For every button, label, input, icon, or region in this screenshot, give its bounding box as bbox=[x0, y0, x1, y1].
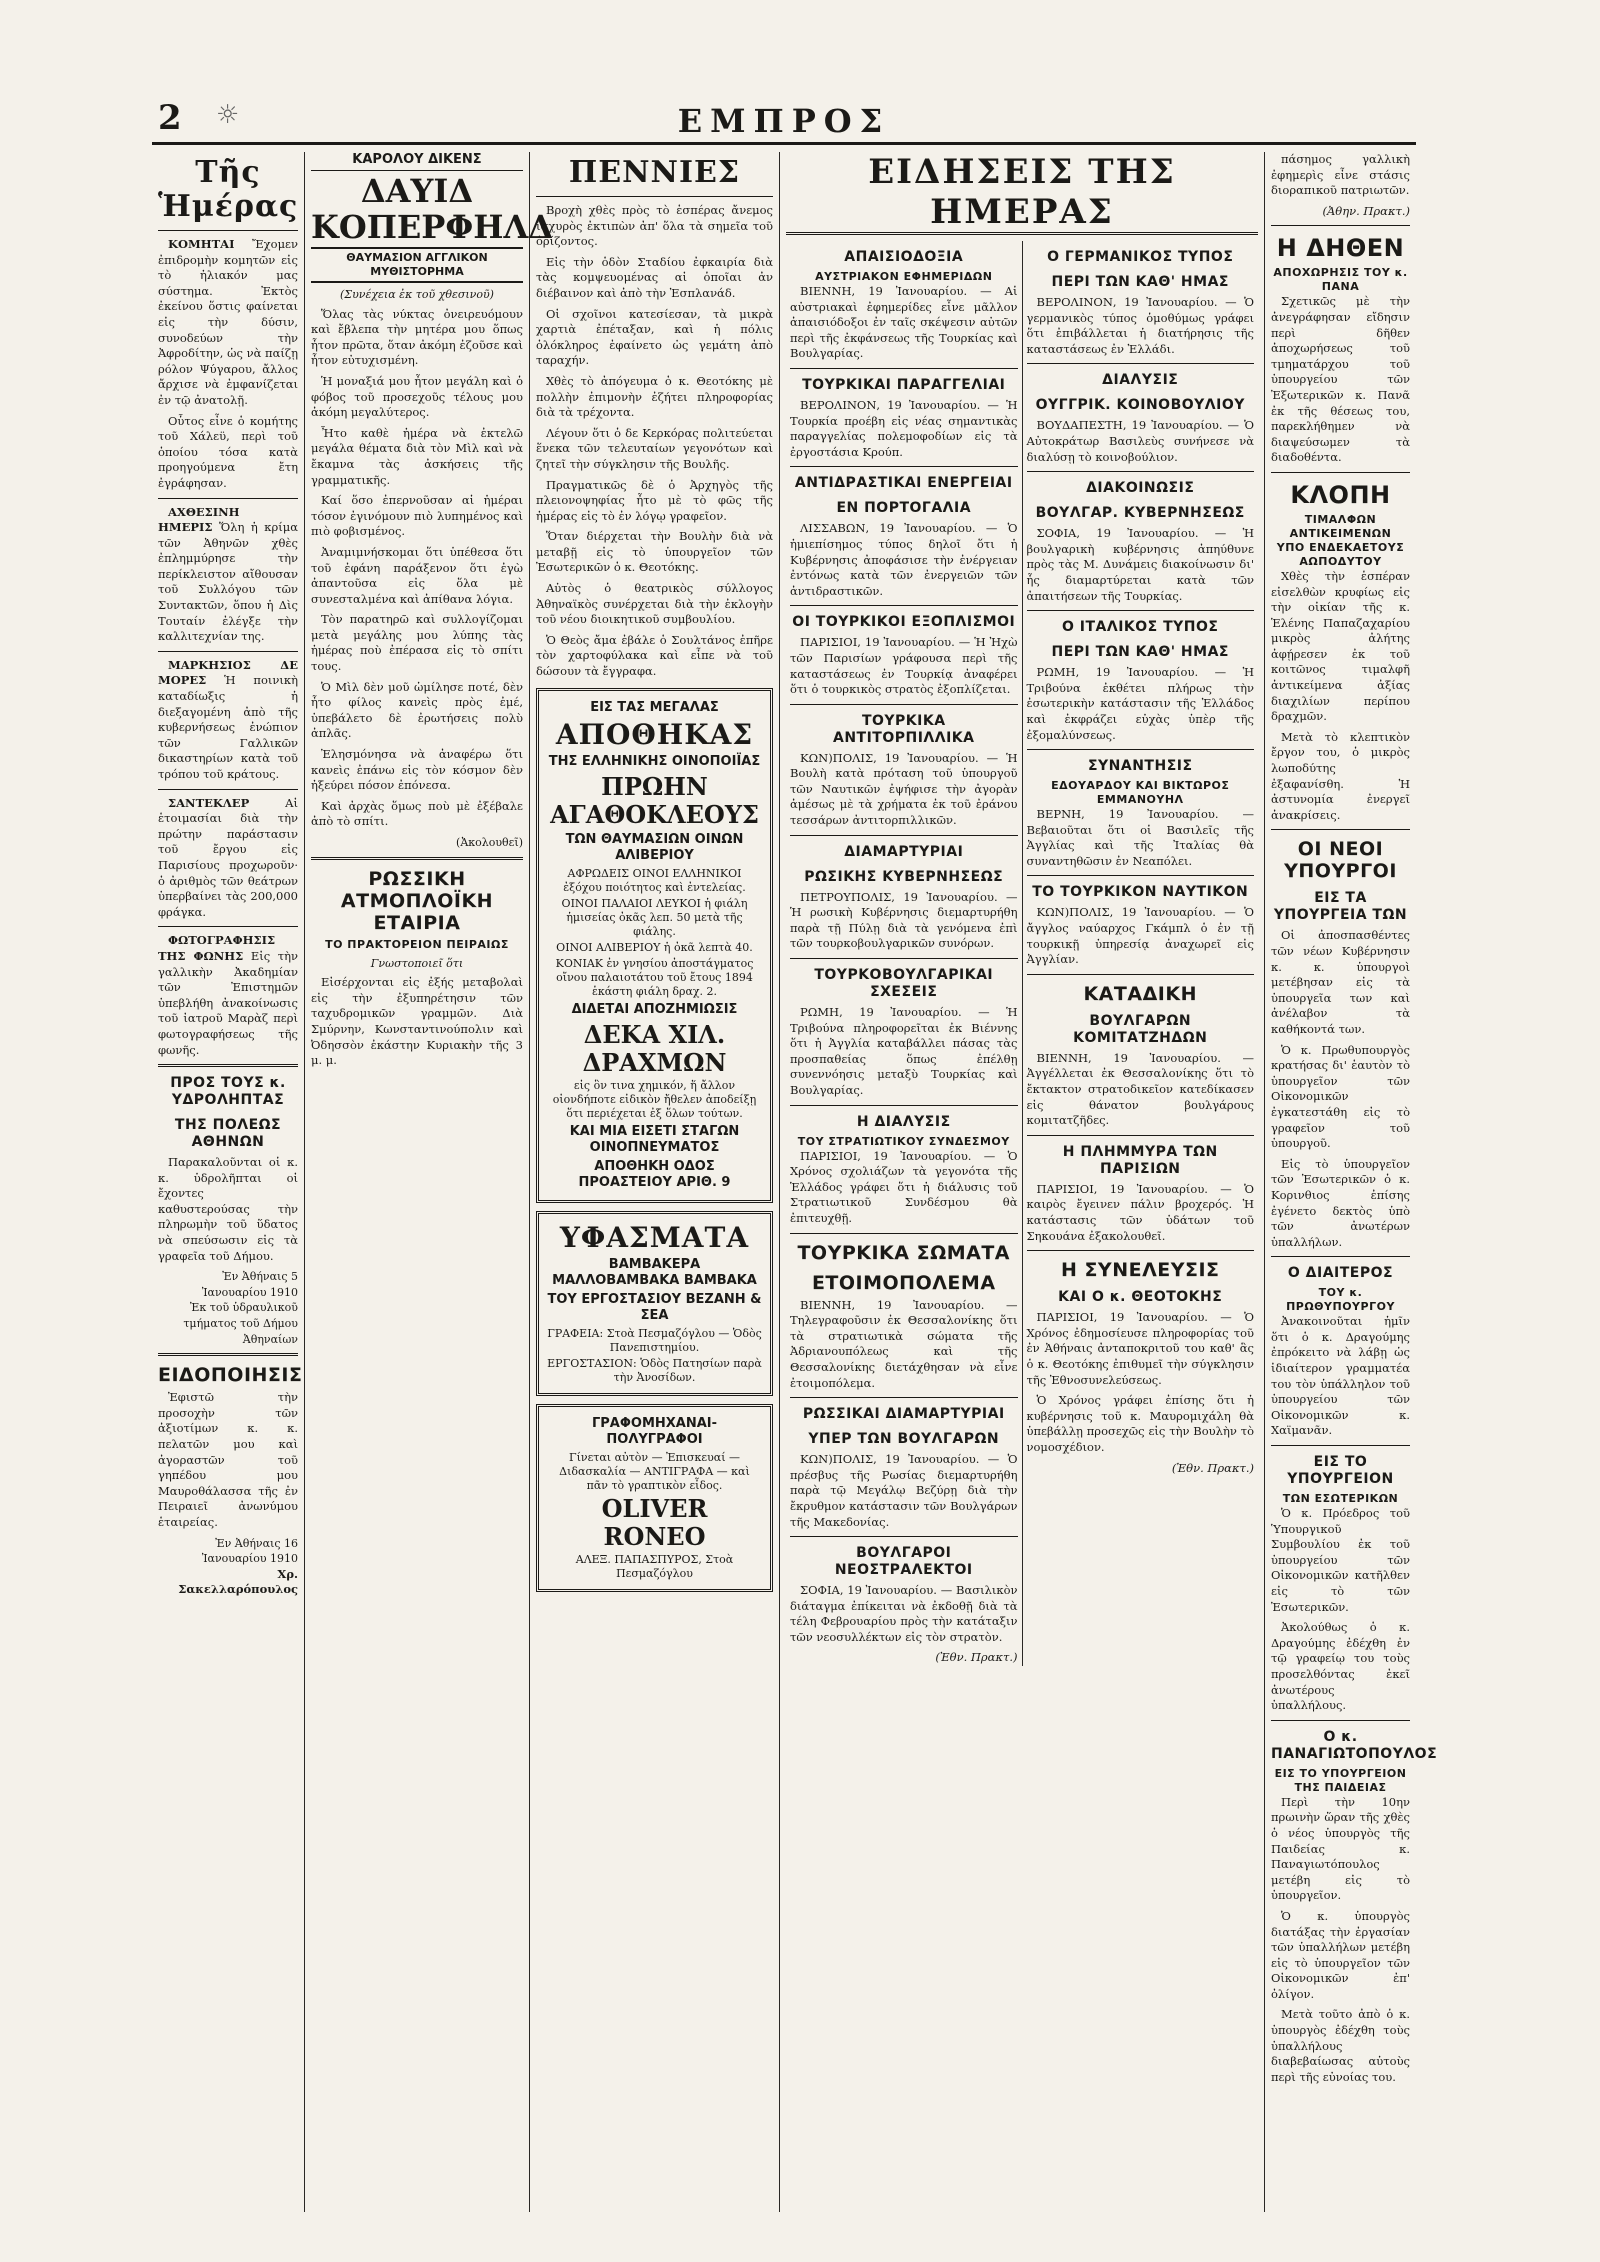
news-subheadline: ΤΟΥ ΣΤΡΑΤΙΩΤΙΚΟΥ ΣΥΝΔΕΣΜΟΥ bbox=[797, 1134, 1010, 1148]
wine-advertisement: ΕΙΣ ΤΑΣ ΜΕΓΑΛΑΣ ΑΠΟΘΗΚΑΣ ΤΗΣ ΕΛΛΗΝΙΚΗΣ ΟΙΝΟΠΟΙΪΑΣ ΠΡΩΗΝ ΑΓΑΘΟΚΛΕΟΥΣ ΤΩΝ ΘΑΥΜΑΣΙΩΝ ΟΙΝΩΝ ΑΛΙΒΕΡΙΟΥ ΑΦΡΩΔΕΙΣ ΟΙΝΟΙ ΕΛΛΗΝΙΚΟΙ ἐξόχου ποιότητος καὶ ἐντελείας. ΟΙΝΟΙ ΠΑΛΑΙΟΙ ΛΕΥΚΟΙ ἡ φιάλη ἡμισείας ὀκᾶς λεπ. 50 μετὰ τῆς φιάλης. ΟΙΝΟΙ ΑΛΙΒΕΡΙΟΥ ἡ ὀκᾶ λεπτὰ 40. ΚΟΝΙΑΚ ἐν γνησίου ἀποστάγματος οἴνου παλαιοτάτου τοῦ ἔτους 1894 ἑκάστη φιάλη δραχ. 2. ΔΙΔΕΤΑΙ ΑΠΟΖΗΜΙΩΣΙΣ ΔΕΚΑ ΧΙΛ. ΔΡΑΧΜΩΝ εἰς ὃν τινα χημικόν, ἥ ἄλλον οἱονδήποτε εἰδικὸν ἤθελεν ἀποδείξῃ ὅτι περιέχεται ἐξ ὅλων τούτων. ΚΑΙ ΜΙΑ ΕΙΣΕΤΙ ΣΤΑΓΩΝ ΟΙΝΟΠΝΕΥΜΑΤΟΣ ΑΠΟΘΗΚΗ ΟΔΟΣ ΠΡΟΑΣΤΕΙΟΥ ΑΡΙΘ. 9 bbox=[536, 688, 773, 1203]
column-3 bbox=[529, 152, 779, 2212]
news-headline: ΑΝΤΙΔΡΑΣΤΙΚΑΙ ΕΝΕΡΓΕΙΑΙ bbox=[794, 475, 1013, 492]
article-fotografisis: ΦΩΤΟΓΡΑΦΗΣΙΣ ΤΗΣ ΦΩΝΗΣ Εἰς τὴν γαλλικὴν Ἀκαδημίαν τῶν Ἐπιστημῶν ὑπεβλήθη ἀνακοίνωσις τοῦ ἰατροῦ Μαρὰζ περὶ φωτογραφήσεως τῆς φωνῆς. bbox=[158, 933, 298, 1057]
news-item: ΚΩΝ)ΠΟΛΙΣ, 19 Ἰανουαρίου. — Ἡ Βουλὴ κατὰ πρόταση τοῦ ὑπουργοῦ τῶν Ναυτικῶν ἐψήφισε τὴν ἀγορὰν ἀμέσως μὲ τὰ χρήματα ἐκ τοῦ ἐράνου τεσσάρων ἀντιτορπιλλικῶν. bbox=[790, 750, 1018, 828]
news-item: Ὁ κ. Πρόεδρος τοῦ Ὑπουργικοῦ Συμβουλίου ἐκ τοῦ ὑπουργείου τῶν Οἰκονομικῶν κατῆλθεν εἰς τὸ τῶν Ἐσωτερικῶν. bbox=[1271, 1506, 1410, 1614]
news-item: Μετὰ τὸ κλεπτικὸν ἔργον του, ὁ μικρὸς λωποδύτης ἐξαφανίσθη. Ἡ ἀστυνομία ἐνεργεῖ ἀνακρίσεις. bbox=[1271, 729, 1410, 822]
article-source: (Ἀθην. Πρακτ.) bbox=[1322, 203, 1410, 218]
divider bbox=[790, 704, 1018, 705]
news-subheadline: ΠΕΡΙ ΤΩΝ ΚΑΘ' ΗΜΑΣ bbox=[1051, 644, 1229, 661]
divider bbox=[790, 466, 1018, 467]
news-headline: ΤΟ ΤΟΥΡΚΙΚΟΝ ΝΑΥΤΙΚΟΝ bbox=[1032, 884, 1249, 901]
news-subheadline: ΤΩΝ ΕΣΩΤΕΡΙΚΩΝ bbox=[1282, 1492, 1399, 1506]
serial-paragraph: Ὁ Μὶλ δὲν μοῦ ὡμίλησε ποτέ, δὲν ἦτο φίλος κανεὶς πρὸς ἐμέ, ὑπεβάλετο δὲ ἐρωτήσεις πολὺ ἀπλᾶς. bbox=[311, 679, 523, 741]
divider bbox=[790, 835, 1018, 836]
divider bbox=[1027, 875, 1255, 876]
divider bbox=[1271, 1256, 1410, 1257]
announcement-date: Ἐν Ἀθήναις 16 Ἰανουαρίου 1910 bbox=[201, 1536, 298, 1566]
news-subheadline: ΥΠΟ ΕΝΔΕΚΑΕΤΟΥΣ ΑΩΠΟΔΥΤΟΥ bbox=[1276, 540, 1405, 568]
divider bbox=[158, 1064, 298, 1067]
column-1 bbox=[152, 152, 304, 2212]
article-komitai: ΚΟΜΗΤΑΙ Ἔχομεν ἐπιδρομὴν κομητῶν εἰς τὸ ἡλιακόν μας σύστημα. Ἐκτὸς ἐκείνου ὅστις φαίνεται εἰς τὴν δύσιν, συνοδεύων τὴν Ἀφροδίτην, ὡς νὰ παίζῃ ρόλον Ψύγαρου, ἄλλος ἄρχισε νὰ ἐμφανίζεται ἐν τῷ ἀνατολῇ. bbox=[158, 237, 298, 407]
news-subheadline: ΕΤΟΙΜΟΠΟΛΕΜΑ bbox=[811, 1271, 996, 1294]
news-heading: ΕΙΔΗΣΕΙΣ ΤΗΣ ΗΜΕΡΑΣ bbox=[786, 152, 1258, 235]
news-subheadline: ΕΙΣ ΤΟ ΥΠΟΥΡΓΕΙΟΝ bbox=[1274, 1766, 1407, 1780]
news-headline: ΑΠΑΙΣΙΟΔΟΞΙΑ bbox=[844, 249, 964, 265]
divider bbox=[158, 230, 298, 231]
divider bbox=[790, 1233, 1018, 1234]
company-note: Γνωστοποιεῖ ὅτι bbox=[370, 956, 464, 970]
divider bbox=[790, 368, 1018, 369]
pennies-paragraph: Οἱ σχοῖνοι κατεσίεσαν, τὰ μικρὰ χαρτιὰ ἐπέταξαν, καὶ ἡ πόλις ὁλόκληρος ἐφαίνετο ὡς γεμάτη ἀπὸ ταραχήν. bbox=[536, 306, 773, 368]
announcement-heading: ΕΙΔΟΠΟΙΗΣΙΣ bbox=[158, 1364, 303, 1387]
serial-paragraph: Ἡ μοναξιά μου ἦτον μεγάλη καὶ ὁ φόβος τοῦ προσεχοῦς τέλους μου ἀκόμη μεγαλύτερος. bbox=[311, 373, 523, 420]
divider bbox=[1271, 829, 1410, 830]
news-headline: ΤΟΥΡΚΙΚΑ ΣΩΜΑΤΑ bbox=[797, 1241, 1011, 1264]
serial-paragraph: Ἦτο καθὲ ἡμέρα νὰ ἐκτελῶ μεγάλα θέματα διὰ τὸν Μὶλ καὶ νὰ ἔκαμνα τὰς ἀσκήσεις τῆς γραμματικῆς. bbox=[311, 425, 523, 487]
news-item: ΠΑΡΙΣΙΟΙ, 19 Ἰανουαρίου. — Ὁ καιρὸς ἔγεινεν πάλιν βροχερός. Ἡ κατάστασις τῶν ὑδάτων τοῦ Σηκουάνα ἐξακολουθεῖ. bbox=[1026, 1181, 1254, 1243]
newspaper-title: ΕΜΠΡΟΣ bbox=[677, 102, 891, 140]
news-subcolumn-left bbox=[786, 241, 1022, 1666]
pennies-paragraph: Πραγματικῶς δὲ ὁ Ἀρχηγὸς τῆς πλειονοψηφίας ἦτο μὲ τὸ φῶς τῆς ἡμέρας εἰς τὸ ἐν λόγῳ γραφεῖον. bbox=[536, 477, 773, 523]
divider bbox=[158, 926, 298, 927]
news-source: (Ἐθν. Πρακτ.) bbox=[935, 1650, 1018, 1665]
divider bbox=[1027, 1135, 1255, 1136]
typewriter-advertisement: ΓΡΑΦΟΜΗΧΑΝΑΙ-ΠΟΛΥΓΡΑΦΟΙ Γίνεται αὐτὸν — Ἐπισκευαί — Διδασκαλία — ΑΝΤΙΓΡΑΦΑ — καὶ πᾶν τὸ γραπτικὸν εἶδος. OLIVER RONEO ΑΛΕΞ. ΠΑΠΑΣΠΥΡΟΣ, Στοὰ Πεσμαζόγλου bbox=[536, 1404, 773, 1592]
news-subheadline: ΠΕΡΙ ΤΩΝ ΚΑΘ' ΗΜΑΣ bbox=[1051, 274, 1229, 290]
serial-paragraph: Ἐλησμόνησα νὰ ἀναφέρω ὅτι κανεὶς ἐπάνω εἰς τὸν κόσμον δὲν ἠξεύρει πόσον ἐπόνεσα. bbox=[311, 747, 523, 793]
news-item: ΒΙΕΝΝΗ, 19 Ἰανουαρίου. — Αἱ αὐστριακαὶ ἐφημερίδες εἶνε μᾶλλον ἀπαισιόδοξοι ἐν ταῖς σκέψεσιν αὐτῶν περὶ τῆς ἐκφάνσεως τῆς Τουρκίας καὶ Βουλγαρίας. bbox=[790, 284, 1018, 361]
news-item: Ἀκολούθως ὁ κ. Δραγούμης ἐδέχθη ἐν τῷ γραφείῳ του τοὺς προσελθόντας ἐκεῖ ἀνωτέρους ὑπαλλήλους. bbox=[1271, 1620, 1410, 1713]
company-body: Εἰσέρχονται εἰς ἐξής μεταβολαὶ εἰς τὴν ἐξυπηρέτησιν τῶν ταχυδρομικῶν γραμμῶν. Διὰ Σμύρνην, Κωνσταντινούπολιν καὶ Ὀδησσὸν ἐκάστην Κυριακὴν τῆς 3 μ. μ. bbox=[311, 975, 523, 1068]
news-item: ΠΑΡΙΣΙΟΙ, 19 Ἰανουαρίου. — Ὁ Χρόνος σχολιάζων τὰ γεγονότα τῆς Ἑλλάδος γράφει ὅτι ἡ διάλυσις τοῦ Στρατιωτικοῦ Συνδέσμου θὰ ἐπιτευχθῇ. bbox=[790, 1148, 1018, 1225]
pennies-paragraph: Ὁ Θεὸς ἄμα ἐβάλε ὁ Σουλτάνος ἐπῆρε τὸν χαρτοφύλακα καὶ εἶπε νὰ τοῦ δώσουν τὰ ἔγγραφα. bbox=[536, 632, 773, 679]
article-komitai-cont: Οὗτος εἶνε ὁ κομήτης τοῦ Χάλεϋ, περὶ τοῦ ὁποίου τόσα κατὰ προηγούμενα ἔτη ἐγράφησαν. bbox=[158, 413, 298, 490]
divider bbox=[158, 789, 298, 790]
divider bbox=[790, 605, 1018, 606]
news-subheadline: ΟΥΓΓΡΙΚ. ΚΟΙΝΟΒΟΥΛΙΟΥ bbox=[1035, 397, 1245, 414]
divider bbox=[158, 498, 298, 499]
news-headline: ΤΟΥΡΚΙΚΑ ΑΝΤΙΤΟΡΠΙΛΛΙΚΑ bbox=[832, 712, 975, 746]
notice-heading-2: ΤΗΣ ΠΟΛΕΩΣ ΑΘΗΝΩΝ bbox=[174, 1117, 282, 1151]
news-item: Εἰς τὸ ὑπουργεῖον τῶν Ἐσωτερικῶν ὁ κ. Κορινθιος ἐπίσης ἐγένετο δεκτὸς ὑπὸ τῶν ἀνωτέρων ὑπαλλήλων. bbox=[1271, 1156, 1410, 1249]
news-subheadline: ΕΔΟΥΑΡΔΟΥ ΚΑΙ ΒΙΚΤΩΡΟΣ ΕΜΜΑΝΟΥΗΛ bbox=[1051, 779, 1230, 807]
serial-paragraph: Ὅλας τὰς νύκτας ὀνειρευόμουν καὶ ἔβλεπα τὴν μητέρα μου ὅπως ἦτον πρῶτα, ὅταν ἀκόμη ἐζοῦσε καὶ ἦτον εὐτυχισμένη. bbox=[311, 306, 523, 368]
news-item: ΒΕΡΟΛΙΝΟΝ, 19 Ἰανουαρίου. — Ἡ Τουρκία προέβη εἰς νέας σημαντικὰς παραγγελίας πολεμοφοδίων εἰς τὰ ἐργοστάσια Κρούπ. bbox=[790, 397, 1018, 459]
news-headline: ΟΙ ΤΟΥΡΚΙΚΟΙ ΕΞΟΠΛΙΣΜΟΙ bbox=[792, 614, 1016, 631]
pennies-paragraph: Ὅταν διέρχεται τὴν Βουλὴν διὰ νὰ μεταβῇ εἰς τὸ ὑπουργεῖον τῶν Ἐσωτερικῶν ὁ κ. Θεοτόκης. bbox=[536, 529, 773, 575]
news-headline: ΣΥΝΑΝΤΗΣΙΣ bbox=[1087, 758, 1193, 775]
news-subheadline: ΕΝ ΠΟΡΤΟΓΑΛΙΑ bbox=[836, 500, 972, 517]
serial-paragraph: Τὸν παρατηρῶ καὶ συλλογίζομαι μετὰ μεγάλης μου λύπης τὰς ἡμέρας ποὺ ἐπέρασα εἰς τὸ σπίτι τους. bbox=[311, 612, 523, 674]
serial-paragraph: Καὶ ἀρχὰς ὅμως ποὺ μὲ ἐξέβαλε ἀπὸ τὸ σπίτι. bbox=[311, 798, 523, 829]
masthead-ornament: ☼ bbox=[216, 100, 240, 130]
announcement-body: Ἐφιστῶ τὴν προσοχὴν τῶν ἀξιοτίμων κ. κ. πελατῶν μου καὶ ἀγοραστῶν τοῦ γηπέδου μου Μαυροθάλασσα τῆς ἐν Πειραιεῖ ἀνωνύμου ἑταιρείας. bbox=[158, 1390, 298, 1529]
divider bbox=[158, 1353, 298, 1356]
divider bbox=[158, 651, 298, 652]
news-subcolumns bbox=[786, 241, 1258, 1666]
news-headline: Η ΠΛΗΜΜΥΡΑ ΤΩΝ ΠΑΡΙΣΙΩΝ bbox=[1062, 1143, 1218, 1177]
divider bbox=[536, 196, 773, 197]
pennies-paragraph: Χθὲς τὸ ἀπόγευμα ὁ κ. Θεοτόκης μὲ πολλὴν ἐπιμονὴν ἐζήτει πληροφορίας διὰ τὰ τρέχοντα. bbox=[536, 373, 773, 420]
divider bbox=[790, 1105, 1018, 1106]
news-item: Χθὲς τὴν ἑσπέραν εἰσελθὼν κρυφίως εἰς τὴν οἰκίαν τῆς κ. Ἑλένης Παπαζαχαρίου μικρὸς ἀλήτης ἀφῄρεσεν ἐκ τοῦ κοιτῶνος τιμαλφῆ ἀντικείμενα ἀξίας διαχιλίων περίπου δραχμῶν. bbox=[1271, 568, 1410, 724]
serial-paragraph: Ἀναμιμνήσκομαι ὅτι ὑπέθεσα ὅτι τοῦ ἐφάνη παράξενον ὅτι ἐγὼ ἀπαντοῦσα εἰς ὅλα μὲ συνεσταλμένα καὶ ἀπίθανα λόγια. bbox=[311, 544, 523, 606]
news-item: Περὶ τὴν 10ην πρωινὴν ὥραν τῆς χθὲς ὁ νέος ὑπουργὸς τῆς Παιδείας κ. Παναγιωτόπουλος μετέβη εἰς τὸ ὑπουργεῖον. bbox=[1271, 1794, 1410, 1903]
notice-heading: ΠΡΟΣ ΤΟΥΣ κ. ΥΔΡΟΛΗΠΤΑΣ bbox=[170, 1075, 286, 1109]
news-subheadline: ΒΟΥΛΓΑΡΩΝ ΚΟΜΙΤΑΤΖΗΔΩΝ bbox=[1073, 1012, 1208, 1046]
news-headline: Η ΔΗΘΕΝ bbox=[1276, 234, 1405, 263]
serial-follows: (Ἀκολουθεῖ) bbox=[456, 836, 523, 849]
news-item: ΒΙΕΝΝΗ, 19 Ἰανουαρίου. — Τηλεγραφοῦσιν ἐκ Θεσσαλονίκης ὅτι τὰ στρατιωτικὰ σώματα τῆς Ἀδριανουπόλεως καὶ τῆς Θεσσαλονίκης διετάχθησαν νὰ εἶνε ἐτοιμοπόλεμα. bbox=[790, 1297, 1018, 1390]
news-item: ΣΟΦΙΑ, 19 Ἰανουαρίου. — Βασιλικὸν διάταγμα ἐπίκειται νὰ ἐκδοθῇ διὰ τὰ τέλη Φεβρουαρίου πρὸς τὴν κατάταξιν τῶν νεοσυλλέκτων εἰς τὸν στρατὸν. bbox=[790, 1583, 1018, 1644]
serial-continuation: (Συνέχεια ἐκ τοῦ χθεσινοῦ) bbox=[340, 288, 494, 301]
news-item: Μετὰ τοῦτο ἀπὸ ὁ κ. ὑπουργὸς ἐδέχθη τοὺς ὑπαλλήλους διαβεβαίωσας αὐτοὺς περὶ τῆς εὐνοίας του. bbox=[1271, 2007, 1410, 2084]
news-headline: Η ΔΙΑΛΥΣΙΣ bbox=[856, 1113, 951, 1130]
news-headline: ΡΩΣΣΙΚΑΙ ΔΙΑΜΑΡΤΥΡΙΑΙ bbox=[802, 1406, 1005, 1423]
divider bbox=[1027, 974, 1255, 975]
news-item: ΡΩΜΗ, 19 Ἰανουαρίου. — Ἡ Τριβούνα πληροφορεῖται ἐκ Βιέννης ὅτι ἡ Ἀγγλία καταβάλλει πάσας τὰς προσπαθείας ὅπως ἐπέλθῃ συνεννόησις μεταξὺ Τουρκίας καὶ Βουλγαρίας. bbox=[790, 1005, 1018, 1097]
pennies-paragraph: Βροχὴ χθὲς πρὸς τὸ ἑσπέρας ἄνεμος ἰσχυρὸς ἐκτιπὼν ἀπ' ὅλα τὰ σημεῖα τοῦ ὁρίζοντος. bbox=[536, 203, 773, 249]
news-item: ΠΑΡΙΣΙΟΙ, 19 Ἰανουαρίου. — Ὁ Χρόνος ἐδημοσίευσε πληροφορίας τοῦ ἐν Ἀθήναις ἀνταποκριτοῦ του καθ' ἃς ὁ κ. Θεοτόκης ἐπιθυμεῖ τὴν σύγκλησιν τῆς Ἐθνοσυνελεύσεως. bbox=[1026, 1310, 1254, 1387]
pennies-paragraph: Αὐτὸς ὁ θεατρικὸς σύλλογος Ἀθηναϊκὸς συνέρχεται διὰ τὴν ἐκλογὴν τοῦ νέου διοικητικοῦ συμβουλίου. bbox=[536, 581, 773, 627]
divider bbox=[1027, 471, 1255, 472]
page-number: 2 bbox=[158, 98, 182, 138]
divider bbox=[1271, 1720, 1410, 1721]
news-subheadline: ΤΗΣ ΠΑΙΔΕΙΑΣ bbox=[1294, 1780, 1387, 1794]
news-headline: Η ΣΥΝΕΛΕΥΣΙΣ bbox=[1060, 1259, 1220, 1282]
column-heading: Τῆς Ἡμέρας bbox=[158, 155, 299, 224]
notice-date: Ἐν Ἀθήναις 5 Ἰανουαρίου 1910 bbox=[201, 1270, 298, 1299]
news-headline: ΚΛΟΠΗ bbox=[1290, 480, 1391, 509]
news-headline: ΕΙΣ ΤΟ ΥΠΟΥΡΓΕΙΟΝ bbox=[1287, 1454, 1394, 1488]
notice-signature: Ἐκ τοῦ ὑδραυλικοῦ τμήματος τοῦ Δήμου Ἀθηναίων bbox=[183, 1301, 298, 1346]
article-santekler: ΣΑΝΤΕΚΛΕΡ Αἱ ἑτοιμασίαι διὰ τὴν πρώτην παράστασιν τοῦ ἔργου εἰς Παρισίους προχωροῦν· ὁ ἀριθμὸς τῶν θεάτρων ὑπερβαίνει τὰς 200,000 φράγκα. bbox=[158, 795, 298, 919]
divider bbox=[1027, 610, 1255, 611]
news-headline: Ο ΓΕΡΜΑΝΙΚΟΣ ΤΥΠΟΣ bbox=[1047, 249, 1234, 265]
divider bbox=[790, 958, 1018, 959]
news-headline: ΤΟΥΡΚΟΒΟΥΛΓΑΡΙΚΑΙ ΣΧΕΣΕΙΣ bbox=[814, 967, 994, 1001]
news-subheadline: ΑΥΣΤΡΙΑΚΟΝ ΕΦΗΜΕΡΙΔΩΝ bbox=[815, 270, 993, 283]
news-headline: ΔΙΑΛΥΣΙΣ bbox=[1102, 372, 1179, 389]
news-item: ΠΕΤΡΟΥΠΟΛΙΣ, 19 Ἰανουαρίου. — Ἡ ρωσικὴ Κυβέρνησις διεμαρτυρήθη παρὰ τῇ Πύλῃ διὰ τὰ γενόμενα ἐπὶ τῶν τουρκοβουλγαρικῶν συνόρων. bbox=[790, 889, 1018, 951]
news-subheadline: ΡΩΣΙΚΗΣ ΚΥΒΕΡΝΗΣΕΩΣ bbox=[804, 868, 1004, 885]
column-heading: ΠΕΝΝΙΕΣ bbox=[568, 155, 741, 190]
news-item: ΡΩΜΗ, 19 Ἰανουαρίου. — Ἡ Τριβούνα ἐκθέτει πλήρως τὴν ἐσωτερικὴν κατάστασιν τῆς Ἑλλάδος καὶ ἐκφράζει εὐχὰς ὑπὲρ τῆς ἐξομαλύνσεως. bbox=[1026, 665, 1254, 742]
news-source: (Ἐθν. Πρακτ.) bbox=[1171, 1460, 1254, 1475]
news-subheadline: ΥΠΕΡ ΤΩΝ ΒΟΥΛΓΑΡΩΝ bbox=[808, 1431, 1000, 1448]
divider bbox=[790, 1536, 1018, 1537]
divider bbox=[1271, 472, 1410, 473]
news-subcolumn-right bbox=[1022, 241, 1259, 1666]
divider bbox=[1027, 363, 1255, 364]
news-headline: ΔΙΑΜΑΡΤΥΡΙΑΙ bbox=[844, 843, 964, 860]
news-item: Ἀνακοινοῦται ἡμῖν ὅτι ὁ κ. Δραγούμης ἐπρόκειτο νὰ λάβῃ ὡς ἰδιαίτερον γραμματέα του τὸν ὑπάλληλον τοῦ ὑπουργείου τῶν Οἰκονομικῶν κ. Χαϊμανᾶν. bbox=[1271, 1314, 1410, 1438]
news-item: Οἱ ἀποσπασθέντες τῶν νέων Κυβέρνησιν κ. κ. ὑπουργοὶ μετέβησαν εἰς τὰ ὑπουργεῖα των καὶ ἀνέλαβον τὰ καθήκοντά των. bbox=[1271, 928, 1410, 1036]
company-heading: ΡΩΣΣΙΚΗ ΑΤΜΟΠΛΟΪΚΗ ΕΤΑΙΡΙΑ bbox=[340, 867, 494, 934]
news-item: Ὁ κ. ὑπουργὸς διατάξας τὴν ἐργασίαν τῶν ὑπαλλήλων μετέβη εἰς τὸ ὑπουργεῖον τῶν Οἰκονομικῶν ἐπ' ὀλίγον. bbox=[1271, 1908, 1410, 2001]
news-item: ΠΑΡΙΣΙΟΙ, 19 Ἰανουαρίου. — Ἡ Ἠχὼ τῶν Παρισίων γράφουσα περὶ τῆς καταστάσεως ἐν Τουρκίᾳ ἀναφέρει ὅτι ὁ τουρκικὸς στρατὸς ἐξοπλίζεται. bbox=[790, 635, 1018, 697]
news-item: ΒΕΡΝΗ, 19 Ἰανουαρίου. — Βεβαιοῦται ὅτι οἱ Βασιλεῖς τῆς Ἀγγλίας καὶ τῆς Ἰταλίας θὰ συναντηθῶσιν ἐν Νεαπόλει. bbox=[1026, 807, 1254, 868]
article-markisios: ΜΑΡΚΗΣΙΟΣ ΔΕ ΜΟΡΕΣ Ἡ ποινικὴ καταδίωξις ἡ διεξαγομένη ἀπὸ τῆς κυβερνήσεως ἐνώπιον τῶν Γαλλικῶν δικαστηρίων κατὰ τοῦ τρόπου τοῦ κράτους. bbox=[158, 657, 298, 781]
serial-author: ΚΑΡΟΛΟΥ ΔΙΚΕΝΣ bbox=[311, 152, 523, 171]
news-headline: ΟΙ ΝΕΟΙ ΥΠΟΥΡΓΟΙ bbox=[1284, 838, 1397, 883]
masthead bbox=[152, 98, 1416, 145]
divider bbox=[311, 857, 523, 860]
divider bbox=[1271, 1445, 1410, 1446]
column-2 bbox=[304, 152, 554, 2212]
news-subheadline: ΑΠΟΧΩΡΗΣΙΣ ΤΟΥ κ. ΠΑΝΑ bbox=[1273, 266, 1408, 294]
news-item: Σχετικῶς μὲ τὴν ἀνεγράφησαν εἴδησιν περὶ δῆθεν ἀποχωρήσεως τοῦ τμηματάρχου τοῦ ὑπουργείου τῶν Ἐξωτερικῶν κ. Πανᾶ ἐκ τῆς θέσεως του, παρεκλήθημεν νὰ διαψεύσωμεν τὰ διαδοθέντα. bbox=[1271, 294, 1410, 465]
news-headline: Ο ΔΙΑΙΤΕΡΟΣ bbox=[1287, 1265, 1394, 1282]
news-item: ΒΟΥΔΑΠΕΣΤΗ, 19 Ἰανουαρίου. — Ὁ Αὐτοκράτωρ Βασιλεὺς συνήνεσε νὰ διαλύσῃ τὸ κοινοβούλιον. bbox=[1026, 418, 1254, 464]
serial-subtitle: ΘΑΥΜΑΣΙΟΝ ΑΓΓΛΙΚΟΝ ΜΥΘΙΣΤΟΡΗΜΑ bbox=[311, 247, 523, 283]
news-subheadline: ΕΙΣ ΤΑ ΥΠΟΥΡΓΕΙΑ ΤΩΝ bbox=[1273, 890, 1408, 924]
news-subheadline: ΤΙΜΑΛΦΩΝ ΑΝΤΙΚΕΙΜΕΝΩΝ bbox=[1289, 512, 1392, 540]
divider bbox=[1027, 1250, 1255, 1251]
fabrics-advertisement: ΥΦΑΣΜΑΤΑ ΒΑΜΒΑΚΕΡΑ ΜΑΛΛΟΒΑΜΒΑΚΑ ΒΑΜΒΑΚΑ ΤΟΥ ΕΡΓΟΣΤΑΣΙΟΥ ΒΕΖΑΝΗ & ΣΕΑ ΓΡΑΦΕΙΑ: Στοὰ Πεσμαζόγλου — Ὁδὸς Πανεπιστημίου. ΕΡΓΟΣΤΑΣΙΟΝ: Ὁδὸς Πατησίων παρὰ τὴν Ἀνοσίδων. bbox=[536, 1211, 773, 1396]
news-item: ΚΩΝ)ΠΟΛΙΣ, 19 Ἰανουαρίου. — Ὁ πρέσβυς τῆς Ρωσίας διεμαρτυρήθη παρὰ τῷ Μεγάλῳ Βεζύρῃ διὰ τὴν ἔκρυθμον κατάστασιν τῶν Βουλγάρων τῆς Μακεδονίας. bbox=[790, 1452, 1018, 1529]
serial-paragraph: Καί ὅσο ἐπερνοῦσαν αἱ ἡμέραι τόσον ἐγινόμουν πιὸ λυπημένος καὶ πιὸ φοβισμένος. bbox=[311, 493, 523, 539]
news-item: Ὁ κ. Πρωθυπουργὸς κρατήσας δι' ἑαυτὸν τὸ ὑπουργεῖον τῶν Οἰκονομικῶν ἐγκατεστάθη εἰς τὸ γραφεῖον τοῦ ὑπουργοῦ. bbox=[1271, 1042, 1410, 1151]
news-item: ΣΟΦΙΑ, 19 Ἰανουαρίου. — Ἡ βουλγαρικὴ κυβέρνησις ἀπηύθυνε πρὸς τὰς Μ. Δυνάμεις διακοίνωσιν δι' ἧς διαμαρτύρεται κατὰ τῶν ἀπαιτήσεων τῆς Τουρκίας. bbox=[1026, 526, 1254, 603]
news-item: Ὁ Χρόνος γράφει ἐπίσης ὅτι ἡ κυβέρνησις τοῦ κ. Μαυρομιχάλη θὰ ὑπεβάλλῃ προσεχῶς εἰς τὴν Βουλὴν τὸ νομοσχέδιον. bbox=[1026, 1393, 1254, 1454]
news-headline: ΤΟΥΡΚΙΚΑΙ ΠΑΡΑΓΓΕΛΙΑΙ bbox=[802, 376, 1006, 393]
news-subheadline: ΚΑΙ Ο κ. ΘΕΟΤΟΚΗΣ bbox=[1058, 1289, 1223, 1306]
column-4 bbox=[779, 152, 1264, 2212]
pennies-paragraph: Εἰς τὴν ὁδὸν Σταδίου ἐφκαιρία διὰ τὰς κομψευομένας αἱ ὁποῖαι ἀν διέβαινον καὶ ἀπὸ τὴν Ἐσπλανάδ. bbox=[536, 254, 773, 300]
news-headline: Ο ΙΤΑΛΙΚΟΣ ΤΥΠΟΣ bbox=[1062, 619, 1219, 636]
divider bbox=[1271, 225, 1410, 226]
serial-title: ΔΑΥΙΔ ΚΟΠΕΡΦΗΛΔ bbox=[311, 172, 554, 246]
news-headline: ΒΟΥΛΓΑΡΟΙ ΝΕΟΣΤΡΑΛΕΚΤΟΙ bbox=[834, 1545, 973, 1579]
news-headline: Ο κ. ΠΑΝΑΓΙΩΤΟΠΟΥΛΟΣ bbox=[1271, 1728, 1438, 1762]
news-subheadline: ΒΟΥΛΓΑΡ. ΚΥΒΕΡΝΗΣΕΩΣ bbox=[1035, 505, 1245, 522]
pennies-paragraph: Λέγουν ὅτι ὁ δε Κερκόρας πολιτεύεται ἕνεκα τῶν τελευταίων γεγονότων καὶ ζητεῖ τὴν σύγκλησιν τῆς Βουλῆς. bbox=[536, 425, 773, 471]
announcement-signature: Χρ. Σακελλαρόπουλος bbox=[178, 1566, 298, 1597]
news-item: ΒΙΕΝΝΗ, 19 Ἰανουαρίου. — Ἀγγέλλεται ἐκ Θεσσαλονίκης ὅτι τὸ ἔκτακτον στρατοδικεῖον κατεδίκασεν εἰς θάνατον βουλγάρους κομιτατζῆδες. bbox=[1026, 1050, 1254, 1128]
article-fragment: πάσημος γαλλικὴ ἐφημερὶς εἶνε στάσις διοραπικοῦ πατριωτῶν. bbox=[1271, 152, 1410, 198]
column-5 bbox=[1264, 152, 1438, 2212]
divider bbox=[1027, 749, 1255, 750]
divider bbox=[790, 1397, 1018, 1398]
article-hmeris: ΑΧΘΕΣΙΝΗ ΗΜΕΡΙΣ Ὅλη ἡ κρίμα τῶν Ἀθηνῶν χθὲς ἐπλημμύρησε τὴν περίκλειστον αἴθουσαν τοῦ Συλλόγου τῶν Συντακτῶν, ὅπου ἡ Δὶς Τουταίν ἐλέγξε τὴν καλλιτεχνίαν της. bbox=[158, 504, 298, 644]
news-item: ΛΙΣΣΑΒΩΝ, 19 Ἰανουαρίου. — Ὁ ἡμιεπίσημος τύπος δηλοῖ ὅτι ἡ Κυβέρνησις ἀποφάσισε τὴν ἐνέργειαν ἐντόνως κατὰ τῶν ἐνεργειῶν τῶν ἀντιδραστικῶν. bbox=[790, 521, 1018, 598]
company-subheading: ΤΟ ΠΡΑΚΤΟΡΕΙΟΝ ΠΕΙΡΑΙΩΣ bbox=[325, 937, 509, 951]
notice-body: Παρακαλοῦνται οἱ κ. κ. ὑδρολῆπται οἱ ἔχοντες καθυστερούσας τὴν πληρωμὴν τοῦ ὕδατος νὰ σπεύσωσιν εἰς τὰ γραφεῖα τοῦ Δήμου. bbox=[158, 1155, 298, 1263]
news-headline: ΚΑΤΑΔΙΚΗ bbox=[1083, 982, 1197, 1005]
news-subheadline: ΤΟΥ κ. ΠΡΩΘΥΠΟΥΡΓΟΥ bbox=[1286, 1286, 1395, 1314]
news-headline: ΔΙΑΚΟΙΝΩΣΙΣ bbox=[1086, 480, 1195, 497]
news-item: ΚΩΝ)ΠΟΛΙΣ, 19 Ἰανουαρίου. — Ὁ ἄγγλος ναύαρχος Γκάμπλ ὁ ἐν τῇ τουρκικῇ ὑπηρεσίᾳ ἀναχωρεῖ εἰς Ἀγγλίαν. bbox=[1026, 905, 1254, 967]
news-item: ΒΕΡΟΛΙΝΟΝ, 19 Ἰανουαρίου. — Ὁ γερμανικὸς τύπος ὁμοθύμως γράφει ὅτι ἐπιβάλλεται ἡ διατήρησις τῆς καταστάσεως ἐν Ἑλλάδι. bbox=[1026, 295, 1254, 356]
